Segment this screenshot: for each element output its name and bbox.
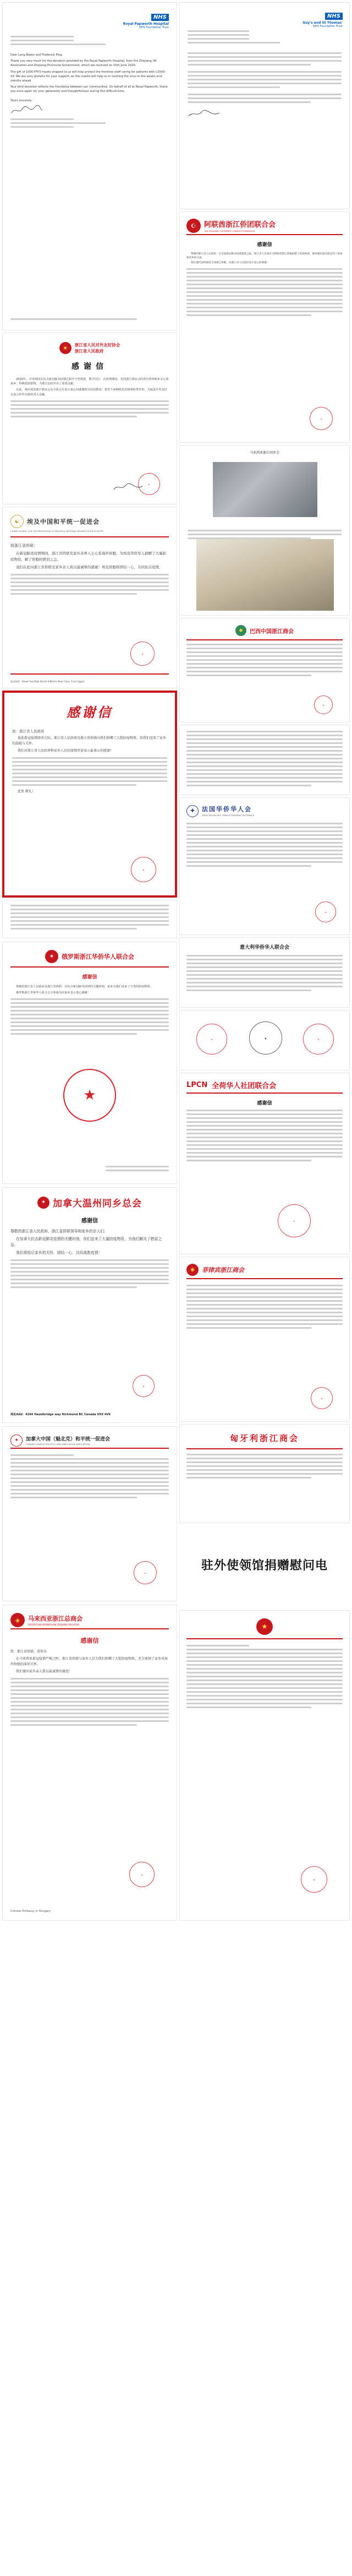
letter-paragraph: Thank you very much for the donation provided by the Royal Papworth Hospital, from the Zhejiang UK Association and Zhejiang Provincial Government, which we received on 15th June 2020.	[10, 59, 157, 68]
org-name-en: CHINA COUNCIL FOR THE PROMOTION OF PEACEFUL NATIONAL REUNIFICATION IN EGYPT	[10, 530, 104, 532]
letter-title: 感谢信	[80, 1637, 99, 1644]
letter-paragraph: 我们谨代表阿联酋全体浙江侨胞，向浙江省人民政府表示衷心的感谢！	[191, 262, 270, 264]
letter-paragraph: 在马来西亚新冠疫情严峻之时，浙江省侨联与家乡人民为我们捐赠了大批防疫物资，充分体现了家乡对海外侨胞的深切关怀。	[10, 1657, 168, 1666]
red-seal: ★	[278, 1204, 311, 1237]
org-name: 加拿大中国（魁北克）和平统一促进会	[26, 1437, 111, 1442]
guys-hospital-letter	[179, 2, 350, 209]
uae-federation-letter	[179, 211, 350, 443]
letter-title: 感谢信	[81, 1218, 98, 1224]
royal-papworth-letter	[2, 2, 177, 330]
french-association-letter	[179, 797, 350, 935]
council-emblem: ✦	[10, 1434, 23, 1447]
seals-row	[179, 1010, 350, 1070]
signature-image	[113, 483, 144, 492]
canada-promotion-letter	[2, 1426, 177, 1601]
red-seal: ★	[131, 857, 156, 882]
chamber-emblem: ◆	[235, 625, 246, 636]
red-thanks-letter	[2, 691, 177, 898]
salutation: 尊敬的浙江省人民政府、浙江省侨联领导和家乡的亲人们：	[10, 1229, 108, 1233]
org-name: 马来西亚浙江总商会	[28, 1615, 82, 1622]
chamber-emblem: ◈	[10, 1613, 25, 1627]
nhs-logo: NHS	[325, 13, 343, 20]
maple-leaf-icon: ✦	[37, 1197, 50, 1209]
letter-paragraph: 尊敬的浙江省人民政府及浙江省侨联：在抗击新冠肺炎疫情的关键时刻，家乡为我们送来了宝贵的防疫物资。	[16, 985, 153, 988]
red-seal: ★	[310, 407, 333, 430]
philippines-chamber-letter	[179, 1257, 350, 1422]
letter-paragraph: 我们将铭记家乡的关怀，团结一心，共同战胜疫情！	[16, 1251, 102, 1255]
org-name-en: UAE ZHEJIANG OVERSEAS CHINESE FEDERATION	[204, 230, 255, 232]
grey-seal: ●	[249, 1021, 282, 1055]
canada-association-letter	[2, 1187, 177, 1423]
red-seal: ★	[63, 1069, 116, 1122]
national-emblem: ★	[59, 342, 72, 354]
red-seal: ★	[311, 1387, 333, 1409]
letter-paragraph: 在新冠肺炎疫情期间，浙江省侨联及家乡各界人士心系海外侨胞，为埃及华侨华人捐赠了大量防疫物资，解了侨胞的燃眉之急。	[10, 551, 166, 562]
org-name: 加拿大温州同乡总会	[53, 1198, 142, 1209]
letter-paragraph: 尊敬的浙江省人民政府：在全球新冠肺炎疫情蔓延之际，浙江省人民政府为阿联酋浙江侨胞捐赠了防疫物资，使侨胞们深切感受到了祖国和家乡的关爱。	[186, 253, 343, 259]
council-emblem: ☯	[10, 515, 24, 528]
donation-photo-block	[179, 445, 350, 616]
org-name-en: PERSATUAN PERNIAGAAN ZHEJIANG MALAYSIA	[28, 1623, 80, 1626]
chamber-emblem: ◉	[186, 1264, 199, 1276]
red-seal: ★	[134, 1561, 157, 1584]
letter-closing: 此致 敬礼！	[18, 790, 35, 794]
org-name: 菲律宾浙江商会	[202, 1267, 244, 1274]
letter-title: 感谢信	[82, 975, 97, 980]
org-name: 阿联酋浙江侨团联合会	[204, 221, 276, 229]
org-name-2: 浙江省人民政府	[74, 349, 104, 354]
red-seal: ★	[129, 1862, 155, 1887]
signature-image	[10, 105, 43, 115]
org-name: 意大利华侨华人联合会	[239, 945, 289, 950]
org-name: 俄罗斯浙江华侨华人联合会	[62, 953, 134, 960]
hospital-name: Guy's and St Thomas'	[302, 21, 343, 25]
org-name-en: ASSOCIATION DES CHINOIS RESIDANT EN FRANCE	[202, 814, 255, 817]
netherlands-federation-letter	[179, 1073, 350, 1254]
org-name: 法国华侨华人会	[202, 806, 252, 813]
association-emblem: ✚	[186, 805, 199, 817]
embassy-section-header	[179, 1525, 350, 1608]
letter-paragraph: 我们对浙江省人民政府和家乡人民的深情厚谊表示最衷心的感谢！	[18, 749, 114, 753]
letter-paragraph: 2020年，中英两国在抗击新冠肺炎疫情过程中守望相助，携手同行。在疫情期间，英国浙江联谊会的各位侨领和乡亲心系家乡，积极捐款捐物，为浙江抗疫作出了重要贡献。	[10, 378, 169, 386]
russia-association-letter	[2, 942, 177, 1184]
letter-paragraph: The gift of 1000 FFP3 masks shipped to us will help protect the frontline staff caring for patients with COVID-19. We are very grateful for your support, as this masks will help us in tackling the virus in the weeks and months ahead.	[10, 70, 166, 83]
red-seal: ★	[303, 1024, 334, 1055]
red-seal: ★	[314, 695, 333, 714]
org-name: 巴西中国浙江商会	[250, 628, 294, 635]
brazil-chamber-letter	[179, 618, 350, 722]
org-name: 匈牙利浙江商会	[229, 1433, 299, 1443]
egypt-promotion-letter	[2, 507, 177, 688]
red-seal: ★	[130, 642, 155, 666]
embassy-letter	[179, 1610, 350, 1921]
trust-name: NHS Foundation Trust	[139, 26, 169, 29]
malaysia-chamber-letter	[2, 1605, 177, 1921]
org-name: 浙江省人民对外友好协会	[74, 343, 120, 347]
nhs-logo: NHS	[151, 14, 169, 21]
letter-title: 感谢信	[257, 1100, 272, 1106]
salutation: 致浙江省侨联：	[10, 544, 37, 548]
photo	[213, 462, 317, 517]
letter-title: 感谢信	[72, 362, 108, 371]
org-name-en: CANADA CHINESE PEACEFUL AND UNIFICATION ASSOCIATION	[26, 1443, 90, 1445]
lpc-logo: LPCN	[186, 1081, 208, 1089]
letter-greeting: Dear Lang Bawei and Frederick Ping,	[10, 53, 63, 57]
photo-caption: 马来西亚浙江同乡会	[249, 451, 279, 455]
hospital-name: Royal Papworth Hospital	[123, 22, 169, 26]
red-seal: ★	[196, 1024, 227, 1055]
letter-paragraph: 在加拿大抗击新冠肺炎疫情的关键时刻，你们送来了大量防疫物资，为我们解决了燃眉之急。	[10, 1237, 162, 1247]
letter-paragraph: Your kind donation reflects the friendship between our communities. On behalf of all at Royal Papworth, thank you once again for your generosity and thoughtfulness during this difficult time.	[10, 85, 168, 94]
org-name: 全荷华人社团联合会	[212, 1082, 277, 1090]
org-name: 埃及中国和平统一促进会	[27, 518, 100, 525]
dense-text-block	[179, 725, 350, 795]
letter-paragraph: 在此，谨向英国浙江联谊会及全体会员表示衷心的感谢和崇高的敬意！希望大家继续发挥桥梁纽带作用，为促进中英友好交流合作作出新的更大贡献。	[10, 388, 167, 396]
letter-paragraph: 值此新冠疫情肆虐之际，浙江省人民政府及浙江省侨联向我们捐赠了大批防疫物资，给我们送来了家乡的温暖与关怀。	[12, 736, 167, 746]
federation-emblem: ☪	[186, 219, 201, 233]
zhejiang-friendship-letter	[2, 333, 177, 504]
salutation: 致：浙江省侨联、省侨办	[10, 1650, 47, 1654]
hungary-chamber-letter	[179, 1424, 350, 1523]
red-seal: ★	[133, 1375, 155, 1397]
photo	[196, 539, 334, 611]
sign-line: Chinese Embassy in Hungary	[10, 1910, 51, 1913]
association-emblem: ★	[45, 950, 58, 963]
trust-name: NHS Foundation Trust	[313, 25, 343, 28]
address-footer: 地址Add：4266 Hazelbridge way Richmond BC Canada V6X 4V9	[10, 1413, 111, 1416]
italy-federation-letter	[179, 937, 350, 1008]
signature-image	[188, 110, 221, 118]
letter-title: 感谢信	[67, 704, 113, 720]
letter-closing: Yours sincerely,	[10, 99, 33, 102]
national-emblem: ★	[256, 1618, 273, 1635]
red-seal: ★	[301, 1866, 327, 1893]
letter-paragraph: 我们谨向家乡亲人致以最诚挚的谢意！	[16, 1670, 73, 1673]
red-seal: ★	[138, 473, 160, 495]
letter-paragraph: 我们在此向浙江省侨联及家乡亲人致以最诚挚的感谢！埃及侨胞将团结一心，共同抗击疫情。	[16, 565, 163, 569]
letter-title: 感谢信	[257, 242, 272, 248]
letter-paragraph: 俄罗斯浙江华侨华人联合会全体成员向家乡表示衷心感谢！	[16, 991, 90, 995]
salutation: 致：浙江省人民政府	[12, 729, 45, 733]
red-seal: ★	[315, 901, 336, 922]
dense-text-block	[2, 900, 177, 938]
address-footer: 地址Add：Dawel Sarafigh Street ElNozha New Cairo, Cairo Egypt	[10, 680, 85, 683]
section-title: 驻外使领馆捐赠慰问电	[201, 1558, 328, 1573]
